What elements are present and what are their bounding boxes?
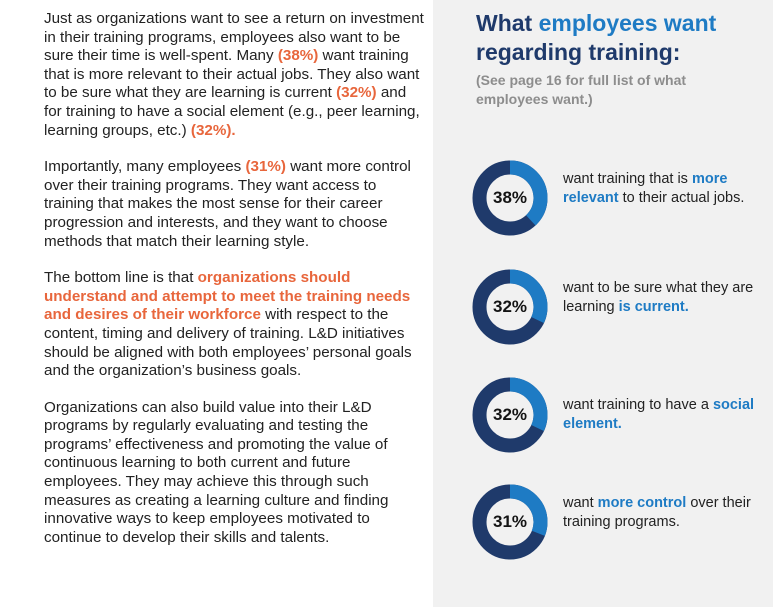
- percent-label: 38%: [492, 188, 528, 207]
- paragraph-1: Just as organizations want to see a return on investment in their training programs, employees also want to be sure their time is well-spent. Many (38%) want training that is more relevant to their actual jobs. They also want to be sure what they are learning is current (32%) and for training to have a social element (e.g., peer learning, learning groups, etc.) (32%).: [44, 10, 424, 139]
- stat-highlight: (32%): [336, 84, 377, 102]
- percent-label: 31%: [492, 512, 528, 531]
- stat-highlight: (32%).: [190, 121, 236, 139]
- paragraph-3: The bottom line is that organizations should understand and attempt to meet the training needs and desires of their workforce with respect to the content, timing and delivery of training. L&D initiatives should be aligned with both employees’ personal goals and the organization’s business goals.: [44, 269, 412, 380]
- sidebar-panel: [433, 0, 773, 607]
- stat-item: [472, 160, 772, 240]
- sidebar-title: What employees want regarding training:: [476, 10, 717, 65]
- stat-description: want to be sure what they are learning is current.: [563, 280, 754, 315]
- donut-chart: [472, 484, 548, 560]
- paragraph-4: Organizations can also build value into their L&D programs by regularly evaluating and testing the programs’ effectiveness and promoting the value of continuous learning to both current and future employees. They may achieve this through such measures as creating a learning culture and finding innovative ways to keep employees motivated to continue to develop their skills and talents.: [44, 398, 389, 546]
- percent-label: 32%: [492, 297, 528, 316]
- stat-item: [472, 377, 772, 457]
- stat-description: want more control over their training programs.: [563, 495, 751, 530]
- stat-description: want training to have a social element.: [563, 397, 755, 432]
- key-message-highlight: organizations should understand and attempt to meet the training needs and desires of their workforce: [44, 269, 411, 324]
- stat-item: [472, 269, 772, 349]
- body-text: [44, 10, 424, 565]
- percent-label: 32%: [492, 405, 528, 424]
- paragraph-2: Importantly, many employees (31%) want more control over their training programs. They want access to training that makes the most sense for their career progression and interests, and they want to choose methods that match their learning style.: [44, 158, 411, 250]
- stat-item: [472, 484, 772, 564]
- stat-highlight: (38%): [277, 47, 319, 65]
- donut-chart: [472, 377, 548, 453]
- donut-chart: [472, 269, 548, 345]
- donut-chart: [472, 160, 548, 236]
- sidebar-subtitle: (See page 16 for full list of what employees want.): [476, 72, 687, 107]
- stat-highlight: (31%): [245, 158, 286, 176]
- stat-description: want training that is more relevant to their actual jobs.: [563, 171, 745, 206]
